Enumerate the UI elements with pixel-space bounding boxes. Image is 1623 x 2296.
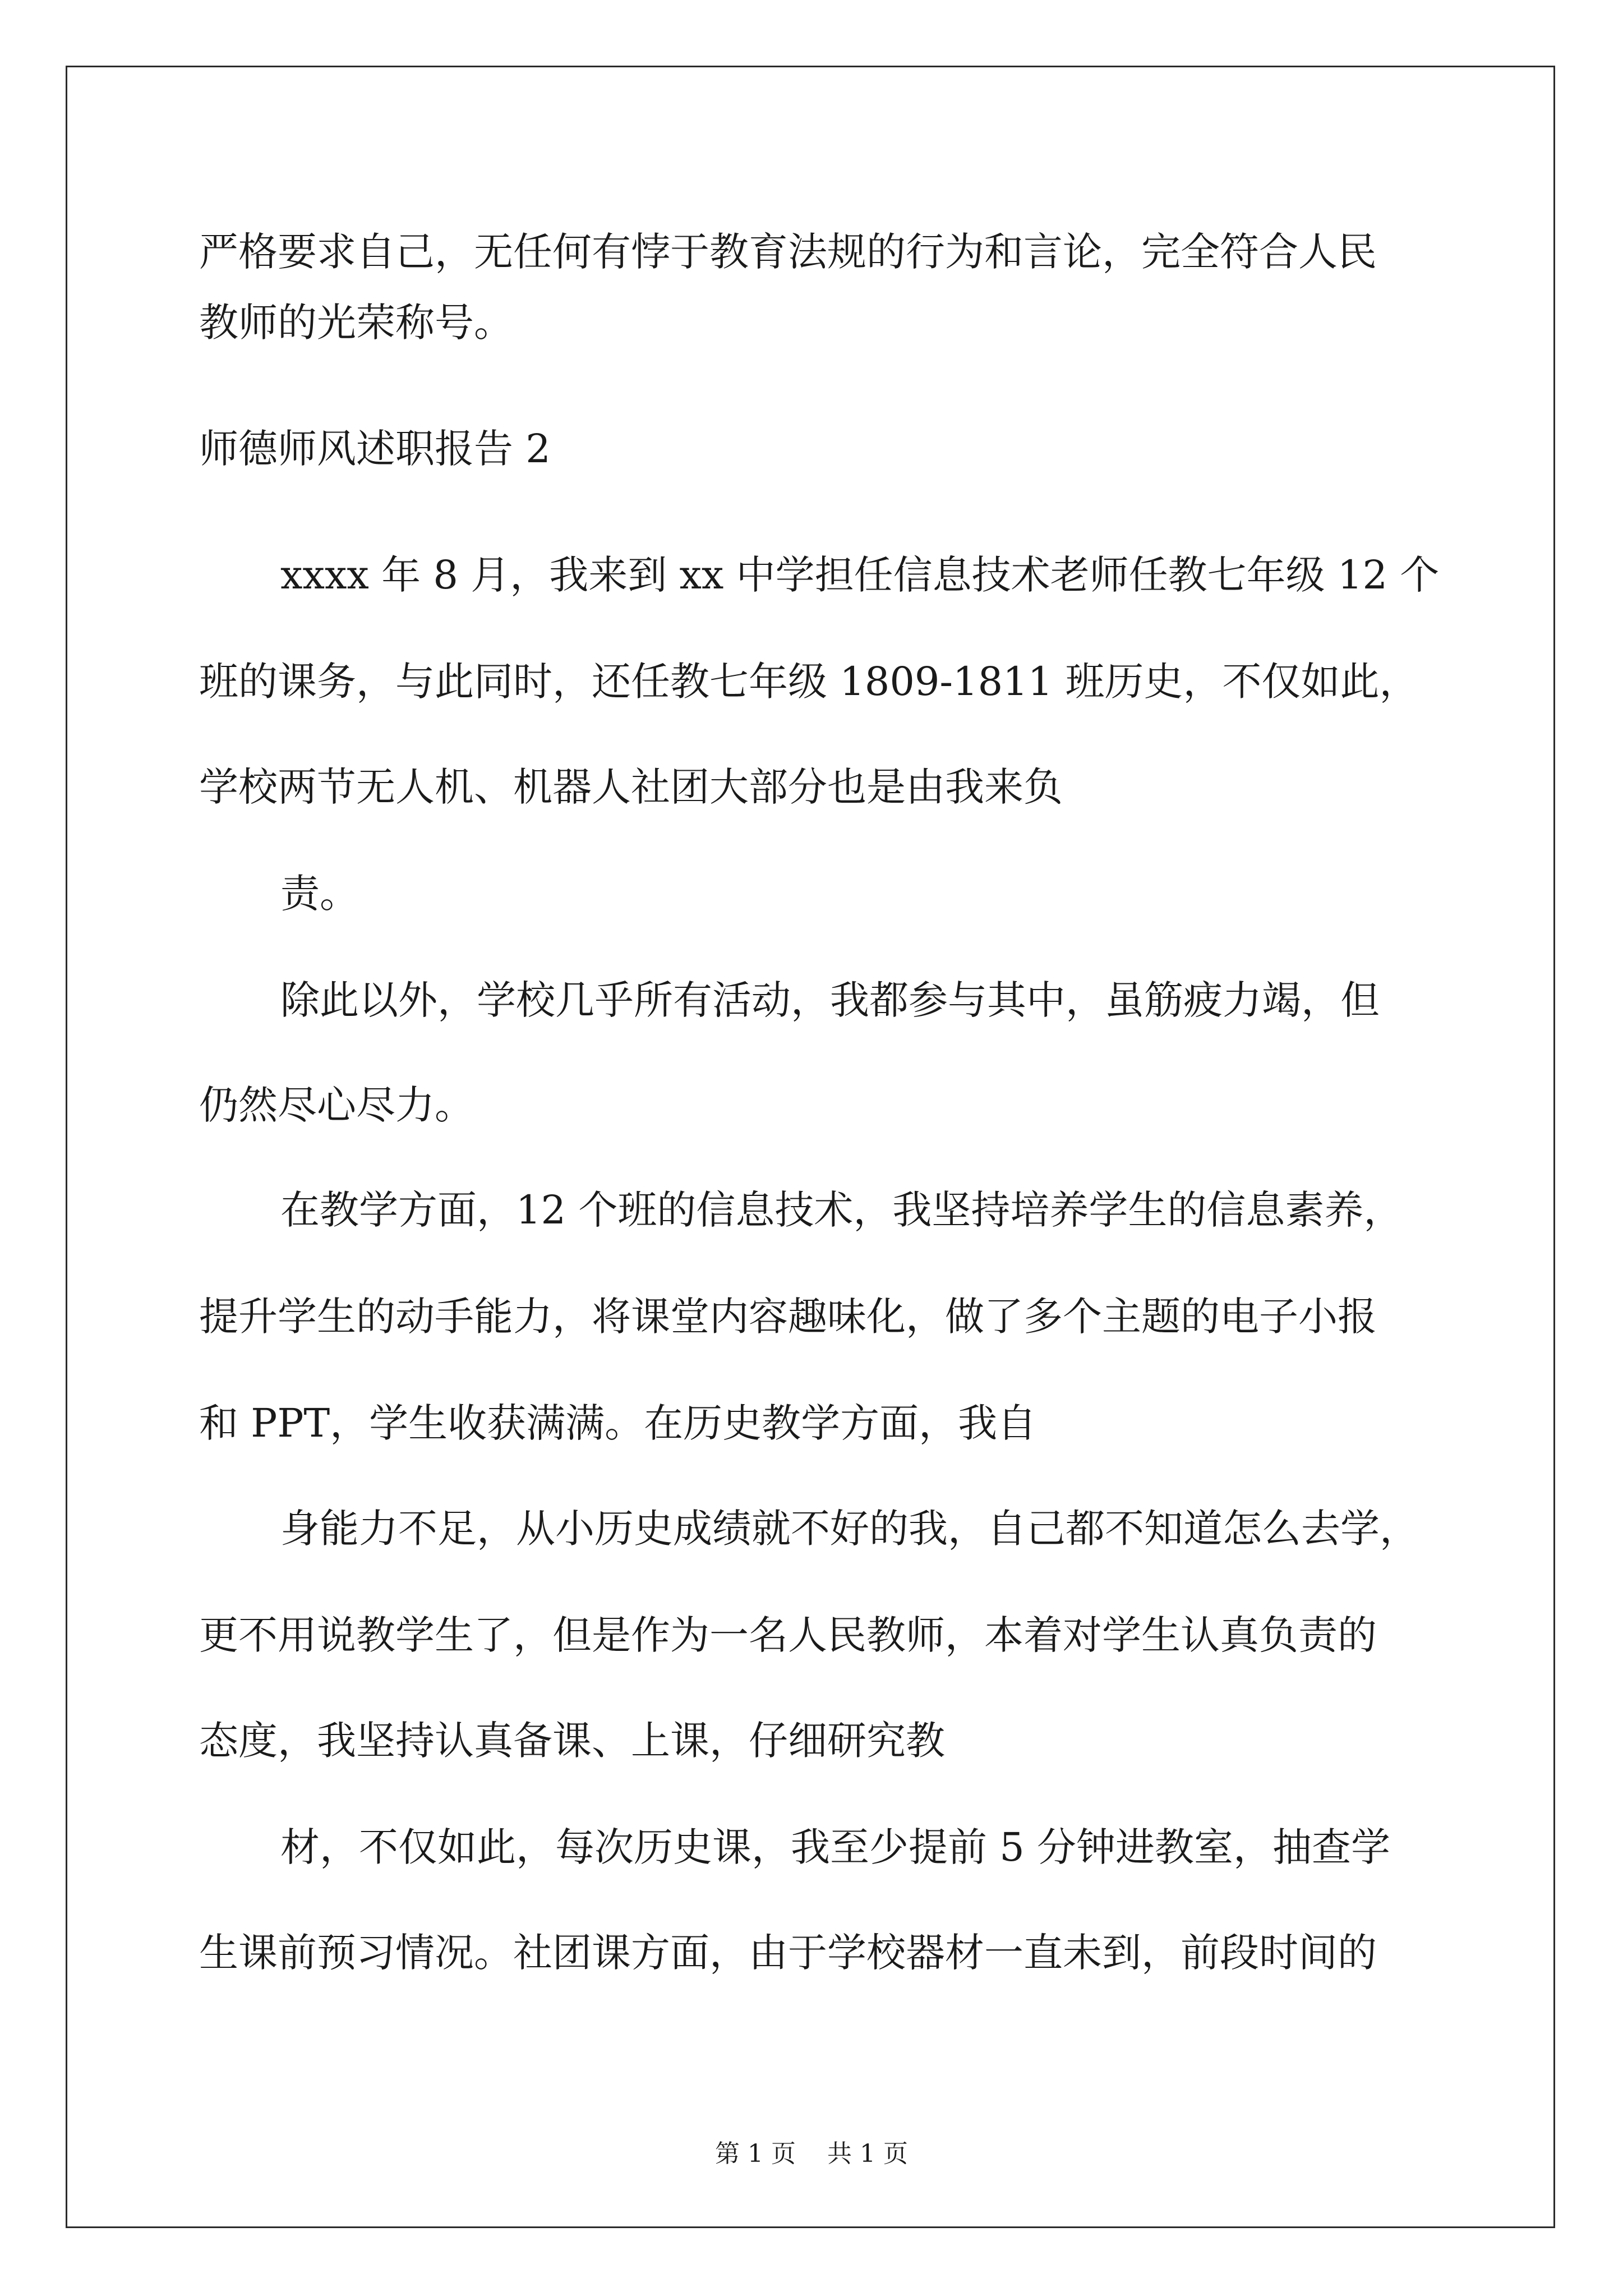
- paragraph-line: 教师的光荣称号。: [199, 300, 513, 346]
- paragraph-line: 在教学方面，12 个班的信息技术，我坚持培养学生的信息素养，: [280, 1187, 1403, 1233]
- paragraph-line: 责。: [280, 871, 359, 917]
- paragraph-line: 仍然尽心尽力。: [199, 1082, 474, 1128]
- paragraph-line: 学校两节无人机、机器人社团大部分也是由我来负: [199, 764, 1063, 810]
- paragraph-line: 更不用说教学生了，但是作为一名人民教师，本着对学生认真负责的: [199, 1612, 1377, 1658]
- paragraph-line: 班的课务，与此同时，还任教七年级 1809-1811 班历史，不仅如此，: [199, 659, 1419, 705]
- paragraph-line: 材，不仅如此，每次历史课，我至少提前 5 分钟进教室，抽查学: [280, 1824, 1391, 1870]
- paragraph-line: 身能力不足，从小历史成绩就不好的我，自己都不知道怎么去学，: [280, 1506, 1419, 1552]
- paragraph-line: xxxx 年 8 月，我来到 xx 中学担任信息技术老师任教七年级 12 个: [280, 552, 1440, 598]
- paragraph-line: 提升学生的动手能力，将课堂内容趣味化，做了多个主题的电子小报: [199, 1294, 1377, 1340]
- section-heading: 师德师风述职报告 2: [199, 426, 551, 472]
- page-total: 共 1 页: [827, 2139, 908, 2168]
- paragraph-line: 态度，我坚持认真备课、上课，仔细研究教: [199, 1718, 945, 1764]
- paragraph-line: 除此以外，学校几乎所有活动，我都参与其中，虽筋疲力竭，但: [280, 977, 1380, 1023]
- page-footer: [0, 2133, 1623, 2169]
- paragraph-line: 生课前预习情况。社团课方面，由于学校器材一直未到，前段时间的: [199, 1930, 1377, 1976]
- paragraph-line: 和 PPT，学生收获满满。在历史教学方面，我自: [199, 1400, 1037, 1446]
- paragraph-line: 严格要求自己，无任何有悖于教育法规的行为和言论，完全符合人民: [199, 229, 1377, 275]
- page-number: 第 1 页: [715, 2139, 796, 2168]
- page-border: [66, 66, 1555, 2228]
